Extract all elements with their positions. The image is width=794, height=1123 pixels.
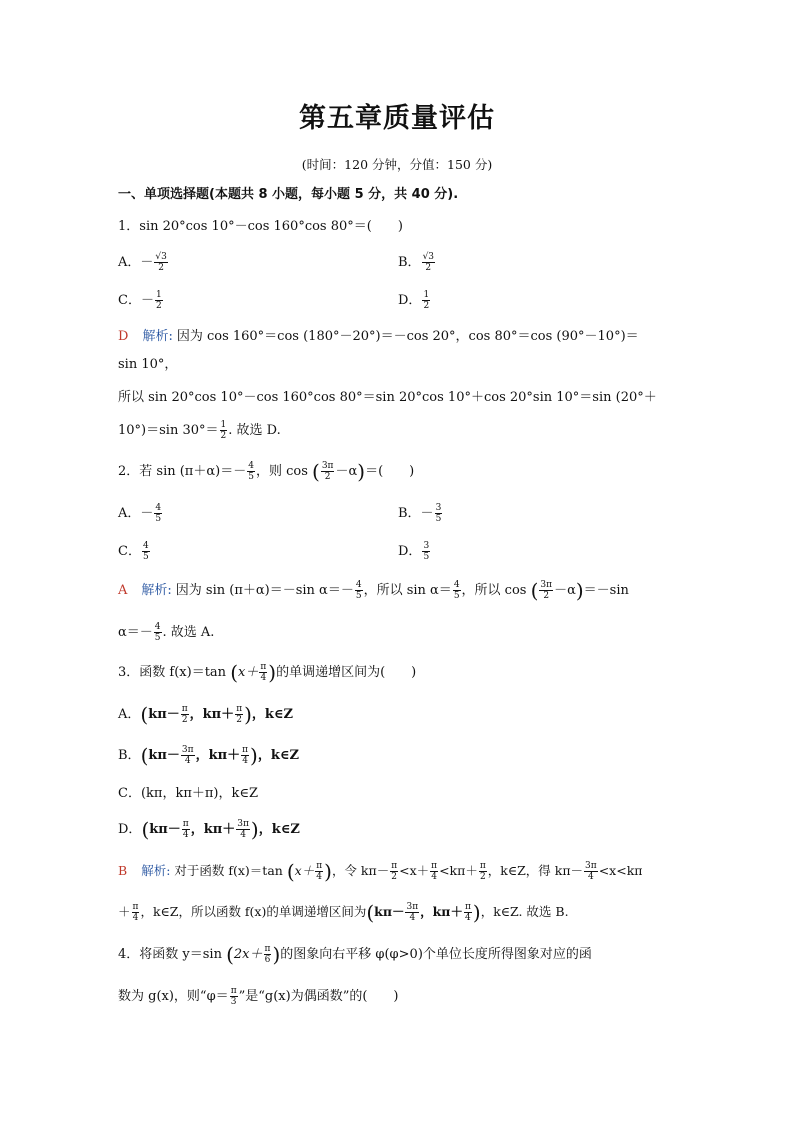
q3-analysis-line-1: B 解析: 对于函数 f(x)＝tan (x＋ $\frac{\pi}{4}$ )，令 kπ－ $\frac{\pi}{2}$ <x＋ $\frac{\pi}{4}$ <kπ＋ $\frac{\pi}{2}$ ，k∈Z，得 kπ－ $\frac{3\pi}{4}$ <x<kπ <box>118 859 643 884</box>
q2-answer: A <box>118 583 128 598</box>
section-heading: 一、单项选择题(本题共 8 小题，每小题 5 分，共 40 分). <box>118 187 459 202</box>
q3-option-b: B．(kπ－ $\frac{3\pi}{4}$ ，kπ＋ $\frac{\pi}{4}$ )，k∈Z <box>118 743 299 768</box>
q2-option-b: B．－ $\frac{3}{5}$ <box>398 503 442 524</box>
q1-analysis-line-2: sin 10°， <box>118 357 178 372</box>
q2-analysis-label: 解析: <box>141 583 172 598</box>
q1-analysis-line-1: D 解析: 因为 cos 160°＝cos (180°－20°)＝－cos 20°，cos 80°＝cos (90°－10°)＝ <box>118 329 639 344</box>
q1-analysis-line-3: 所以 sin 20°cos 10°－cos 160°cos 80°＝sin 20°cos 10°＋cos 20°sin 10°＝sin (20°＋ <box>118 390 657 405</box>
q1-option-c: C．－ $\frac{1}{2}$ <box>118 290 162 311</box>
q3-answer: B <box>118 863 128 878</box>
q2-option-c: C． $\frac{4}{5}$ <box>118 541 149 562</box>
q1-option-a: A．－ $\frac{√3}{2}$ <box>118 252 167 273</box>
page-title: 第五章质量评估 <box>299 103 495 134</box>
q4-stem-line-1: 4．将函数 y＝sin (2x＋ $\frac{\pi}{6}$ )的图象向右平移 φ(φ>0)个单位长度所得图象对应的函 <box>118 942 592 967</box>
q3-option-c: C．(kπ，kπ＋π)，k∈Z <box>118 786 259 801</box>
q1-option-d: D． $\frac{1}{2}$ <box>398 290 430 311</box>
q3-analysis-line-2: ＋ $\frac{\pi}{4}$ ，k∈Z，所以函数 f(x)的单调递增区间为(kπ－ $\frac{3\pi}{4}$ ，kπ＋ $\frac{\pi}{4}$ )，k∈Z. 故选 B. <box>118 900 569 925</box>
q1-answer: D <box>118 329 129 344</box>
q1-stem: 1．sin 20°cos 10°－cos 160°cos 80°＝( ) <box>118 219 403 234</box>
q3-analysis-label: 解析: <box>141 863 171 878</box>
q2-analysis-line-1: A 解析: 因为 sin (π＋α)＝－sin α＝－ $\frac{4}{5}$ ，所以 sin α＝ $\frac{4}{5}$ ，所以 cos ( $\frac{3\pi}{2}$ －α)＝－sin <box>118 578 629 603</box>
q1-option-b: B． $\frac{√3}{2}$ <box>398 252 435 273</box>
q1-analysis-label: 解析: <box>142 329 173 344</box>
q2-option-a: A．－ $\frac{4}{5}$ <box>118 503 162 524</box>
q2-option-d: D． $\frac{3}{5}$ <box>398 541 430 562</box>
q3-option-d: D．(kπ－ $\frac{\pi}{4}$ ，kπ＋ $\frac{3\pi}{4}$ )，k∈Z <box>118 817 300 842</box>
q2-analysis-line-2: α＝－ $\frac{4}{5}$ . 故选 A. <box>118 622 215 643</box>
q2-stem: 2．若 sin (π＋α)＝－ $\frac{4}{5}$ ，则 cos ( $\frac{3\pi}{2}$ －α)＝( ) <box>118 459 415 484</box>
q3-option-a: A．(kπ－ $\frac{\pi}{2}$ ，kπ＋ $\frac{\pi}{2}$ )，k∈Z <box>118 702 294 727</box>
q3-stem: 3．函数 f(x)＝tan (x＋ $\frac{\pi}{4}$ )的单调递增区间为( ) <box>118 660 417 685</box>
page-subtitle: (时间：120 分钟，分值：150 分) <box>301 157 493 172</box>
q4-stem-line-2: 数为 g(x)，则“φ＝ $\frac{\pi}{3}$ ”是“g(x)为偶函数”的( ) <box>118 986 399 1007</box>
q1-analysis-line-4: 10°)＝sin 30°＝ $\frac{1}{2}$ . 故选 D. <box>118 420 281 441</box>
